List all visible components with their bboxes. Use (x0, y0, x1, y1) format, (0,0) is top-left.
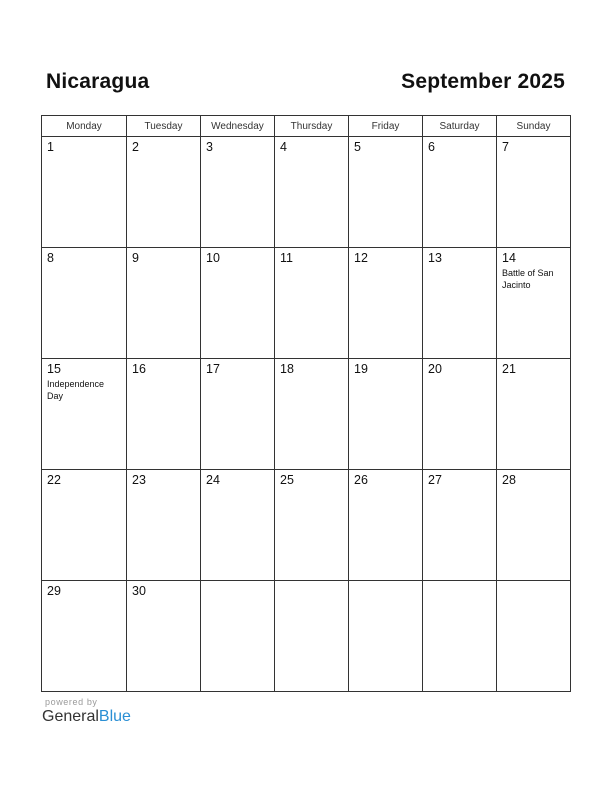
day-cell (349, 581, 423, 692)
day-cell (127, 137, 201, 248)
day-number: 27 (428, 473, 442, 487)
day-number: 4 (280, 140, 287, 154)
day-cell (201, 137, 275, 248)
day-number: 10 (206, 251, 220, 265)
week-row (42, 470, 571, 581)
powered-by-label: powered by (45, 697, 98, 707)
day-number: 30 (132, 584, 146, 598)
day-number: 16 (132, 362, 146, 376)
calendar-grid (41, 115, 571, 692)
day-number: 9 (132, 251, 139, 265)
day-number: 1 (47, 140, 54, 154)
day-number: 15 (47, 362, 61, 376)
month-year-title: September 2025 (401, 70, 565, 93)
day-cell (127, 470, 201, 581)
weekday-header: Friday (349, 116, 423, 137)
weekday-header: Monday (42, 116, 127, 137)
day-cell (497, 137, 571, 248)
day-cell (275, 581, 349, 692)
day-cell (275, 248, 349, 359)
day-number: 20 (428, 362, 442, 376)
day-number: 26 (354, 473, 368, 487)
day-cell (201, 581, 275, 692)
day-number: 8 (47, 251, 54, 265)
day-cell (423, 470, 497, 581)
day-number: 2 (132, 140, 139, 154)
day-number: 3 (206, 140, 213, 154)
day-number: 5 (354, 140, 361, 154)
day-cell (497, 470, 571, 581)
brand-general-text: General (42, 708, 99, 725)
day-cell (349, 137, 423, 248)
day-number: 11 (280, 251, 293, 265)
weekday-header-row (42, 116, 571, 137)
generalblue-logo[interactable] (42, 708, 131, 726)
week-row (42, 248, 571, 359)
day-number: 21 (502, 362, 516, 376)
day-cell (275, 470, 349, 581)
day-number: 14 (502, 251, 516, 265)
day-cell (497, 248, 571, 359)
day-cell (42, 581, 127, 692)
week-row (42, 581, 571, 692)
day-number: 25 (280, 473, 294, 487)
week-row (42, 359, 571, 470)
day-cell (423, 359, 497, 470)
day-number: 17 (206, 362, 220, 376)
day-number: 7 (502, 140, 509, 154)
day-number: 24 (206, 473, 220, 487)
day-number: 28 (502, 473, 516, 487)
day-cell (497, 359, 571, 470)
day-number: 22 (47, 473, 61, 487)
day-cell (201, 359, 275, 470)
day-cell (349, 359, 423, 470)
day-number: 23 (132, 473, 146, 487)
day-cell (42, 137, 127, 248)
day-cell (275, 137, 349, 248)
day-number: 19 (354, 362, 368, 376)
weekday-header: Sunday (497, 116, 571, 137)
day-number: 13 (428, 251, 442, 265)
day-cell (127, 248, 201, 359)
day-cell (201, 248, 275, 359)
day-cell (423, 248, 497, 359)
day-cell (42, 470, 127, 581)
day-cell (497, 581, 571, 692)
holiday-label: Independence Day (47, 379, 105, 401)
day-cell (423, 581, 497, 692)
country-title: Nicaragua (46, 70, 150, 93)
day-cell (275, 359, 349, 470)
day-number: 29 (47, 584, 61, 598)
week-row (42, 137, 571, 248)
day-cell (42, 359, 127, 470)
day-cell (349, 248, 423, 359)
weekday-header: Wednesday (201, 116, 275, 137)
brand-blue-text: Blue (98, 708, 131, 725)
holiday-label: Battle of San Jacinto (502, 268, 554, 290)
day-cell (201, 470, 275, 581)
day-cell (127, 581, 201, 692)
weekday-header: Thursday (275, 116, 349, 137)
day-number: 6 (428, 140, 435, 154)
day-cell (423, 137, 497, 248)
weekday-header: Tuesday (127, 116, 201, 137)
day-cell (127, 359, 201, 470)
day-number: 12 (354, 251, 368, 265)
day-number: 18 (280, 362, 294, 376)
day-cell (42, 248, 127, 359)
day-cell (349, 470, 423, 581)
weekday-header: Saturday (423, 116, 497, 137)
